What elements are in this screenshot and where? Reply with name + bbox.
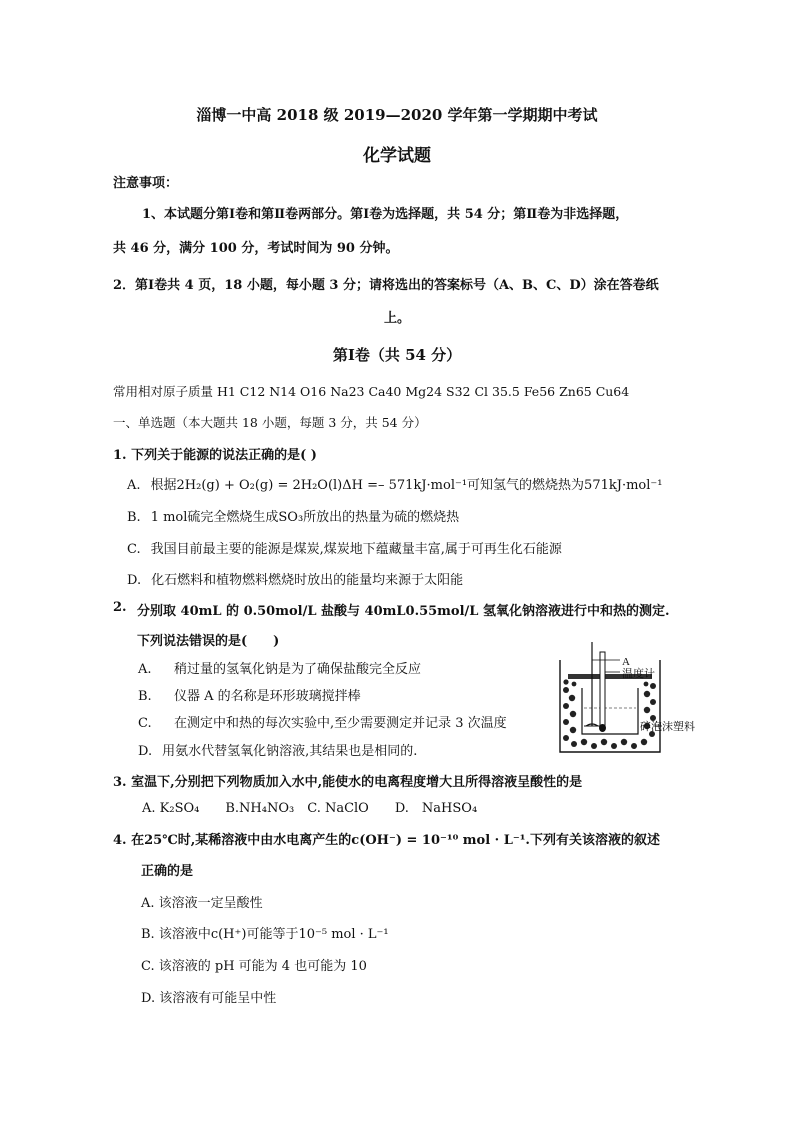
figure-label-thermometer: 温度计	[622, 668, 655, 680]
q1-option-b	[127, 506, 459, 525]
q1-option-d	[127, 569, 463, 588]
q3-options: A. K₂SO₄ B.NH₄NO₃ C. NaClO D. NaHSO₄	[142, 801, 478, 816]
notes-heading: 注意事项：	[113, 176, 179, 191]
figure-label-a: A	[622, 656, 630, 668]
q1-option-a-label: A.	[127, 478, 141, 493]
calorimeter-diagram	[548, 638, 708, 758]
q1-option-b-label: B.	[127, 510, 141, 525]
q2-option-d	[138, 740, 417, 759]
q4-option-a: A. 该溶液一定呈酸性	[141, 896, 263, 911]
q4-option-c: C. 该溶液的 pH 可能为 4 也可能为 10	[141, 959, 367, 974]
q1-option-c	[127, 538, 562, 557]
part-heading: 一、单选题（本大题共 18 小题，每题 3 分，共 54 分）	[113, 415, 427, 430]
q1-option-d-label: D.	[127, 573, 142, 588]
q1-option-d-text: 化石燃料和植物燃料燃烧时放出的能量均来源于太阳能	[151, 573, 464, 588]
figure-label-foam: 碎泡沫塑料	[640, 721, 695, 733]
notes-line-3: 2．第Ⅰ卷共 4 页，18 小题，每小题 3 分；请将选出的答案标号（A、B、C、D）涂在答卷纸	[113, 278, 659, 293]
notes-line-2: 共 46 分，满分 100 分，考试时间为 90 分钟。	[113, 241, 399, 256]
q2-number: 2.	[113, 600, 127, 615]
q4-stem-2: 正确的是	[141, 864, 194, 879]
q2-option-a-text: 稍过量的氢氧化钠是为了确保盐酸完全反应	[174, 662, 422, 677]
q2-option-d-label: D.	[138, 744, 153, 759]
q2-option-d-text: 用氨水代替氢氧化钠溶液,其结果也是相同的.	[162, 744, 418, 759]
q3-stem: 3. 室温下,分别把下列物质加入水中,能使水的电离程度增大且所得溶液呈酸性的是	[113, 775, 583, 790]
q2-option-a	[138, 658, 421, 677]
q1-option-a-text: 根据2H₂(g) + O₂(g) = 2H₂O(l)ΔH =– 571kJ·mol⁻¹可知氢气的燃烧热为571kJ·mol⁻¹	[150, 478, 663, 493]
notes-line-1: 1、本试题分第Ⅰ卷和第Ⅱ卷两部分。第Ⅰ卷为选择题，共 54 分；第Ⅱ卷为非选择题，	[142, 207, 629, 222]
exam-title: 淄博一中高 2018 级 2019—2020 学年第一学期期中考试	[196, 106, 598, 124]
atomic-masses: 常用相对原子质量 H1 C12 N14 O16 Na23 Ca40 Mg24 S32 Cl 35.5 Fe56 Zn65 Cu64	[113, 384, 630, 399]
q1-option-b-text: 1 mol硫完全燃烧生成SO₃所放出的热量为硫的燃烧热	[150, 510, 460, 525]
q4-stem: 4. 在25℃时,某稀溶液中由水电离产生的c(OH⁻) = 10⁻¹⁰ mol · L⁻¹.下列有关该溶液的叙述	[113, 833, 660, 848]
calorimeter-figure	[548, 638, 708, 758]
q2-option-c-label: C.	[138, 716, 152, 731]
q2-option-b-text: 仪器 A 的名称是环形玻璃搅拌棒	[174, 689, 361, 704]
q2-stem-2: 下列说法错误的是( )	[137, 634, 280, 649]
notes-line-4: 上。	[383, 311, 410, 326]
q4-option-d: D. 该溶液有可能呈中性	[141, 991, 277, 1006]
q1-option-a	[127, 474, 662, 493]
q2-stem: 分别取 40mL 的 0.50mol/L 盐酸与 40mL0.55mol/L 氢氧化钠溶液进行中和热的测定.	[137, 604, 670, 619]
section-title: 第Ⅰ卷（共 54 分）	[332, 346, 462, 364]
q2-option-b-label: B.	[138, 689, 152, 704]
q2-option-c	[138, 712, 507, 731]
q2-option-c-text: 在测定中和热的每次实验中,至少需要测定并记录 3 次温度	[174, 716, 507, 731]
q4-option-b: B. 该溶液中c(H⁺)可能等于10⁻⁵ mol · L⁻¹	[141, 927, 389, 942]
exam-subtitle: 化学试题	[363, 146, 431, 166]
q1-stem: 1. 下列关于能源的说法正确的是( )	[113, 448, 317, 463]
q1-option-c-text: 我国目前最主要的能源是煤炭,煤炭地下蕴藏量丰富,属于可再生化石能源	[150, 542, 562, 557]
q2-option-b	[138, 685, 361, 704]
q2-option-a-label: A.	[138, 662, 152, 677]
q1-option-c-label: C.	[127, 542, 141, 557]
